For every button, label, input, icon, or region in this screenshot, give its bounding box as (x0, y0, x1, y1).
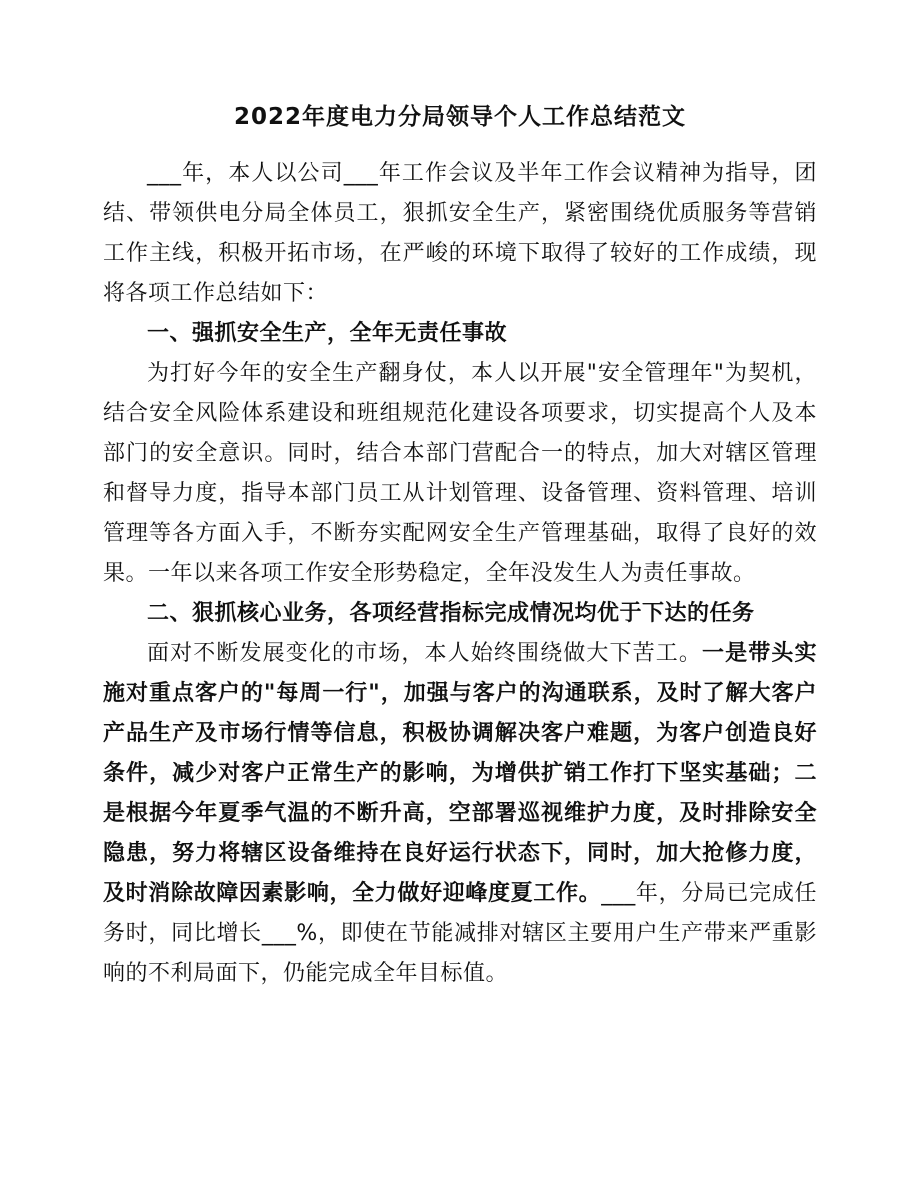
paragraph (103, 634, 817, 994)
text-run: 面对不断发展变化的市场，本人始终围绕做大下苦工。 (147, 641, 702, 666)
paragraph (103, 354, 817, 594)
section-heading (103, 594, 817, 634)
bold-text-run: 二、狠抓核心业务，各项经营指标完成情况均优于下达的任务 (147, 601, 755, 626)
bold-text-run: 一、强抓安全生产，全年无责任事故 (147, 321, 508, 346)
document-title: 2022年度电力分局领导个人工作总结范文 (233, 104, 686, 130)
text-run: ___年，分局已完成任务时，同比增长___%，即使在节能减排对辖区主要用户生产带来严重影响的不利局面下，仍能完成全年目标值。 (103, 881, 817, 986)
document-body (103, 154, 817, 994)
section-heading (103, 314, 817, 354)
text-run: 为打好今年的安全生产翻身仗，本人以开展"安全管理年"为契机，结合安全风险体系建设和班组规范化建设各项要求，切实提高个人及本部门的安全意识。同时，结合本部门营配合一的特点，加大对辖区管理和督导力度，指导本部门员工从计划管理、设备管理、资料管理、培训管理等各方面入手，不断夯实配网安全生产管理基础，取得了良好的效果。一年以来各项工作安全形势稳定，全年没发生人为责任事故。 (103, 361, 817, 586)
text-run: ___年，本人以公司___年工作会议及半年工作会议精神为指导，团结、带领供电分局全体员工，狠抓安全生产，紧密围绕优质服务等营销工作主线，积极开拓市场，在严峻的环境下取得了较好的工作成绩，现将各项工作总结如下： (103, 161, 817, 306)
bold-text-run: 一是带头实施对重点客户的"每周一行"，加强与客户的沟通联系，及时了解大客户产品生产及市场行情等信息，积极协调解决客户难题，为客户创造良好条件，减少对客户正常生产的影响，为增供扩销工作打下坚实基础；二是根据今年夏季气温的不断升高，空部署巡视维护力度，及时排除安全隐患，努力将辖区设备维持在良好运行状态下，同时，加大抢修力度，及时消除故障因素影响，全力做好迎峰度夏工作。 (103, 641, 817, 906)
paragraph (103, 154, 817, 314)
